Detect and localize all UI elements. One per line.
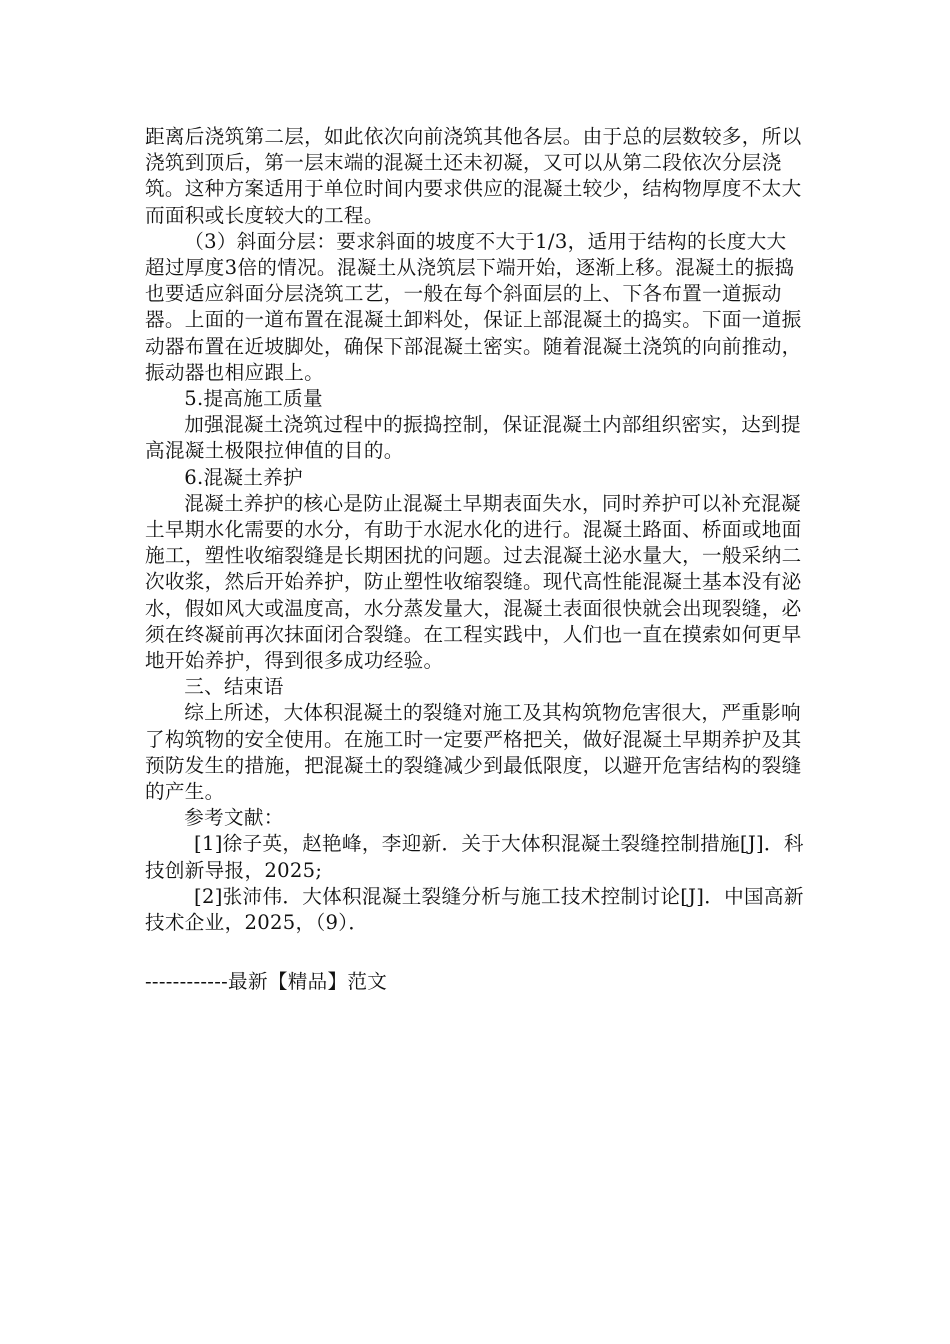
- paragraph-curing: 混凝土养护的核心是防止混凝土早期表面失水，同时养护可以补充混凝土早期水化需要的水分，有助于水泥水化的进行。混凝土路面、桥面或地面施工，塑性收缩裂缝是长期困扰的问题。过去混凝土泌水量大，一般采纳二次收浆，然后开始养护，防止塑性收缩裂缝。现代高性能混凝土基本没有泌水，假如风大或温度高，水分蒸发量大，混凝土表面很快就会出现裂缝，必须在终凝前再次抹面闭合裂缝。在工程实践中，人们也一直在摸索如何更早地开始养护，得到很多成功经验。: [145, 491, 802, 673]
- reference-item-1: [1]徐子英，赵艳峰，李迎新．关于大体积混凝土裂缝控制措施[J]．科技创新导报，2025;: [145, 832, 804, 882]
- references-heading: 参考文献：: [184, 806, 284, 830]
- section-heading-conclusion: 三、结束语: [184, 675, 284, 699]
- paragraph-conclusion: 综上所述，大体积混凝土的裂缝对施工及其构筑物危害很大，严重影响了构筑物的安全使用。在施工时一定要严格把关，做好混凝土早期养护及其预防发生的措施，把混凝土的裂缝减少到最低限度，以避开危害结构的裂缝的产生。: [145, 701, 802, 804]
- footer-tagline: ------------最新【精品】范文: [145, 970, 388, 993]
- paragraph-inclined-layering: （3）斜面分层：要求斜面的坡度不大于1/3，适用于结构的长度大大超过厚度3倍的情况。混凝土从浇筑层下端开始，逐渐上移。混凝土的振捣也要适应斜面分层浇筑工艺，一般在每个斜面层的上、下各布置一道振动器。上面的一道布置在混凝土卸料处，保证上部混凝土的捣实。下面一道振动器布置在近坡脚处，确保下部混凝土密实。随着混凝土浇筑的向前推动，振动器也相应跟上。: [145, 229, 802, 384]
- reference-item-2: [2]张沛伟．大体积混凝土裂缝分析与施工技术控制讨论[J]．中国高新技术企业，2025，（9）．: [145, 884, 804, 935]
- paragraph-continuation: 距离后浇筑第二层，如此依次向前浇筑其他各层。由于总的层数较多，所以浇筑到顶后，第一层末端的混凝土还未初凝，又可以从第二段依次分层浇筑。这种方案适用于单位时间内要求供应的混凝土较少，结构物厚度不太大而面积或长度较大的工程。: [145, 125, 802, 227]
- section-heading-quality: 5.提高施工质量: [184, 387, 323, 411]
- paragraph-quality: 加强混凝土浇筑过程中的振捣控制，保证混凝土内部组织密实，达到提高混凝土极限拉伸值的目的。: [145, 413, 801, 463]
- section-heading-curing: 6.混凝土养护: [184, 465, 303, 489]
- document-body: [145, 124, 805, 936]
